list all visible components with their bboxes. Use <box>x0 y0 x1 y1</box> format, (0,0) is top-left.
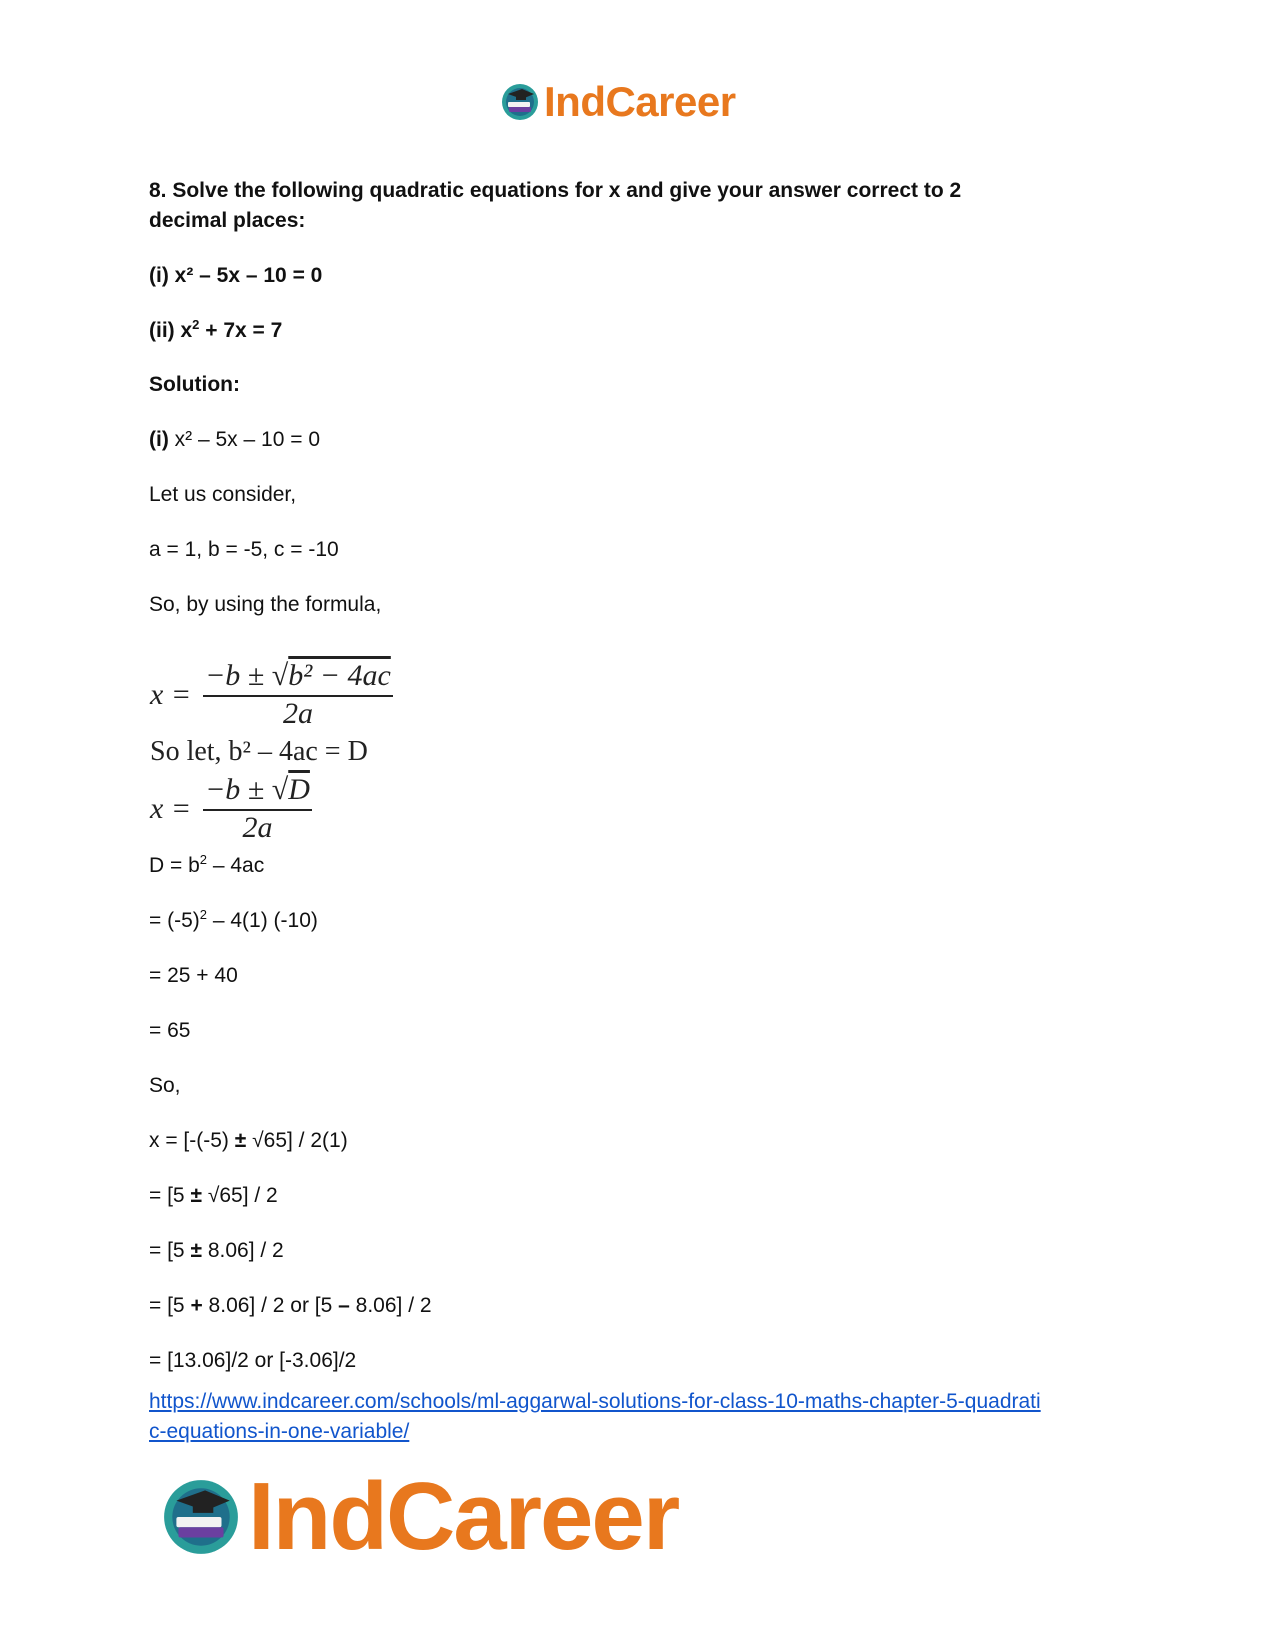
source-link-line2[interactable]: c-equations-in-one-variable/ <box>149 1420 410 1443</box>
brand-name: IndCareer <box>544 78 736 125</box>
brand-name-footer: IndCareer <box>248 1463 679 1570</box>
so-text: So, <box>149 1074 181 1097</box>
step-3: = 65 <box>149 1019 191 1042</box>
footer-logo <box>160 1462 678 1572</box>
x-step-5: = [13.06]/2 or [-3.06]/2 <box>149 1349 357 1372</box>
x-step-3: = [5 ± 8.06] / 2 <box>149 1239 284 1262</box>
question-part-ii: (ii) $x^2 + 7x = 7$ <box>149 317 283 342</box>
graduation-books-icon <box>160 1476 242 1558</box>
coefficients-text: a = 1, b = -5, c = -10 <box>149 538 339 561</box>
solution-part-i: (i) x² – 5x – 10 = 0 <box>149 428 321 451</box>
x-step-1: x = [-(-5) ± √65] / 2(1) <box>149 1129 348 1152</box>
step-1: = $(-5)^2 - 4(1)$ (-10) <box>149 907 318 932</box>
formula-lhs: x = <box>150 678 192 711</box>
formula2-radicand: D <box>288 773 310 806</box>
question-title-line1: 8. Solve the following quadratic equations for x and give your answer correct to 2 <box>149 179 962 202</box>
formula-row-2 <box>150 769 393 849</box>
formula2-denominator: 2a <box>242 811 273 844</box>
discriminant-line: $D = b^2 - 4ac$ <box>149 852 265 877</box>
formula-intro: So, by using the formula, <box>149 593 382 616</box>
formula-radicand: b² − 4ac <box>288 659 391 692</box>
x-step-4: = [5 + 8.06] / 2 or [5 – 8.06] / 2 <box>149 1294 432 1317</box>
quadratic-formula-image <box>150 655 393 849</box>
formula-numerator-prefix: −b ± √ <box>205 659 289 692</box>
x-step-2: = [5 ± √65] / 2 <box>149 1184 278 1207</box>
formula-lhs-2: x = <box>150 792 192 825</box>
formula-row-1 <box>150 655 393 735</box>
header-logo <box>500 78 736 126</box>
consider-text: Let us consider, <box>149 483 297 506</box>
question-part-i: (i) x² – 5x – 10 = 0 <box>149 264 323 287</box>
formula-denominator: 2a <box>282 697 313 730</box>
question-title-line2: decimal places: <box>149 209 306 232</box>
formula-let-line: So let, b² – 4ac = D <box>150 736 368 767</box>
solution-heading: Solution: <box>149 373 240 396</box>
source-link-line1[interactable]: https://www.indcareer.com/schools/ml-aggarwal-solutions-for-class-10-maths-chapter-5-quadrati <box>149 1390 1041 1413</box>
graduation-books-icon <box>500 82 540 122</box>
formula2-numerator-prefix: −b ± √ <box>205 773 289 806</box>
step-2: = 25 + 40 <box>149 964 238 987</box>
